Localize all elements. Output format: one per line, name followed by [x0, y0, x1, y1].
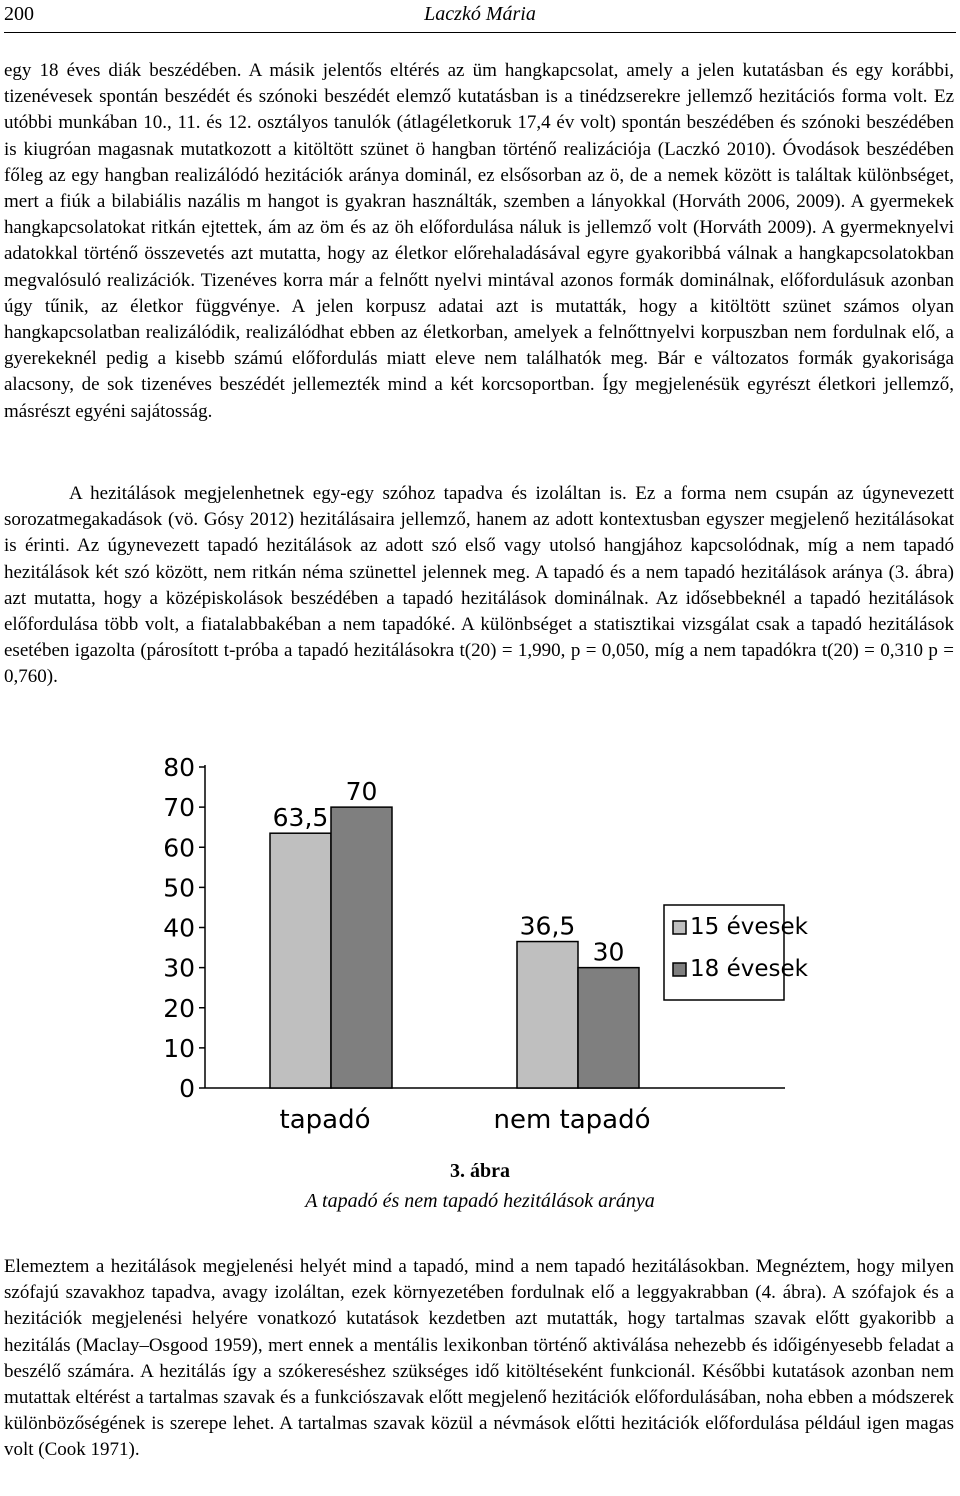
- legend-label: 15 évesek: [690, 914, 808, 940]
- y-tick-label: 40: [163, 913, 195, 943]
- page-number: 200: [4, 3, 34, 25]
- data-label: 30: [592, 937, 625, 967]
- data-label: 36,5: [519, 911, 576, 941]
- bar-15-nem-tapado: [517, 942, 578, 1088]
- bar-series: [270, 807, 639, 1088]
- y-tick-label: 70: [163, 793, 195, 823]
- x-category-label: tapadó: [279, 1105, 371, 1135]
- x-category-label: nem tapadó: [493, 1105, 651, 1135]
- y-tick-label: 60: [163, 833, 195, 863]
- paragraph-1: egy 18 éves diák beszédében. A másik jelentős eltérés az üm hangkapcsolat, amely a jelen kutatásban és egy korábbi, tizenévesek spontán beszédét és szónoki beszédét elemző kutatásban is a tinédzserekre jellemző hezitációs forma volt. Ez utóbbi munkában 10., 11. és 12. osztályos tanulók (átlagéletkoruk 17,4 év volt) spontán beszédében és szónoki beszédében is kiugróan magasnak mutatkozott a kitöltött szünet ö hangban történő realizációja (Laczkó 2010). Óvodások beszédében főleg az egy hangban realizálódó hezitációk aránya dominál, ez elsősorban az ö, de a nemek között is találtak különbséget, mert a fiúk a bilabiális nazális m hangot is gyakran használták, szemben a lányokkal (Horváth 2006, 2009). A gyermekek hangkapcsolatokat ritkán ejtettek, ám az öm és az öh előfordulása náluk is jellemző volt (Horváth 2009). A gyermeknyelvi adatokkal történő összevetés azt mutatta, hogy az életkor előrehaladásával egyre gyakoribbá válnak a hangkapcsolatokban megvalósuló realizációk. Tizenéves korra már a felnőtt nyelvi mintával azonos formák dominálnak, előfordulásuk azonban úgy tűnik, az életkor függvénye. A jelen korpusz adatai azt is mutatták, hogy a kitöltött szünet számos olyan hangkapcsolatban realizálódik, realizálódhat ebben az életkorban, amelyek a felnőttnyelvi korpuszban nem fordulnak elő, a gyerekeknél pedig a kisebb számú előfordulás miatt eleve nem találhatók meg. Bár e változatos formák gyakorisága alacsony, de sok tizenéves beszédét jellemezték mind a két korcsoportban. Így megjelenésük egyrészt életkori jellemző, másrészt egyéni sajátosság.: [4, 60, 954, 422]
- bar-18-tapado: [331, 807, 392, 1088]
- bar-15-tapado: [270, 833, 331, 1088]
- y-tick-label: 10: [163, 1033, 195, 1063]
- legend: [664, 905, 809, 1000]
- legend-swatch: [673, 921, 686, 934]
- paragraph-2-text: A hezitálások megjelenhetnek egy-egy szóhoz tapadva és izoláltan is. Ez a forma nem csupán az úgynevezett sorozatmegakadások (vö. Gósy 2012) hezitálásaira jellemző, hanem az adott kontextusban egyszer megjelenő hezitálásokat is érinti. Az úgynevezett tapadó hezitálások az adott szó első vagy utolsó hangjához kapcsolódnak, míg a nem tapadó hezitálások két szó között, nem ritkán néma szünettel jelennek meg. A tapadó és a nem tapadó hezitálások aránya (3. ábra) azt mutatta, hogy a középiskolások beszédében a tapadó hezitálások dominálnak. Az idősebbeknél a tapadó hezitálások előfordulása több volt, a fiatalabbakéban a nem tapadóké. A különbséget a statisztikai vizsgálat csak a tapadó hezitálások esetében igazolta (párosított t-próba a tapadó hezitálásokra t(20) = 1,990, p = 0,050, míg a nem tapadókra t(20) = 0,310 p = 0,760).: [4, 483, 954, 688]
- legend-swatch: [673, 963, 686, 976]
- running-author: Laczkó Mária: [424, 3, 536, 25]
- y-tick-label: 50: [163, 873, 195, 903]
- figure-title: A tapadó és nem tapadó hezitálások aránya: [305, 1190, 655, 1212]
- bar-18-nem-tapado: [578, 968, 639, 1088]
- data-label: 70: [345, 777, 378, 807]
- paragraph-2: [4, 481, 954, 691]
- legend-label: 18 évesek: [690, 956, 808, 982]
- page-header: [4, 0, 956, 33]
- y-tick-label: 80: [163, 753, 195, 782]
- y-tick-label: 0: [179, 1074, 195, 1103]
- figure-number: 3. ábra: [450, 1160, 510, 1182]
- paragraph-3: Elemeztem a hezitálások megjelenési helyét mind a tapadó, mind a nem tapadó hezitálásokban. Megnéztem, hogy milyen szófajú szavakhoz tapadva, avagy izoláltan, ezek környezetében fordulnak elő a leggyakrabban (4. ábra). A szófajok és a hezitációk megjelenési helyére vonatkozó kutatások kezdetben azt mutatták, hogy tartalmas szavak előtt gyakoribb a hezitálás (Maclay–Osgood 1959), mert ennek a mentális lexikonban történő aktiválása nehezebb és időigényesebb feladat a beszélő számára. A hezitálás így a szókereséshez szükséges idő kitöltéseként funkcionál. Későbbi kutatások azonban nem mutattak eltérést a tartalmas szavak és a funkciószavak előtt megjelenő hezitációk előfordulásában, noha ebben a módszerek különbözőségének is szerepe lehet. A tartalmas szavak közül a névmások előtti hezitációk előfordulása például igen magas volt (Cook 1971).: [4, 1256, 954, 1461]
- y-tick-label: 20: [163, 993, 195, 1023]
- bar-chart: [0, 750, 960, 1150]
- y-tick-label: 30: [163, 953, 195, 983]
- x-axis-categories: [280, 1105, 651, 1135]
- data-label: 63,5: [272, 803, 329, 833]
